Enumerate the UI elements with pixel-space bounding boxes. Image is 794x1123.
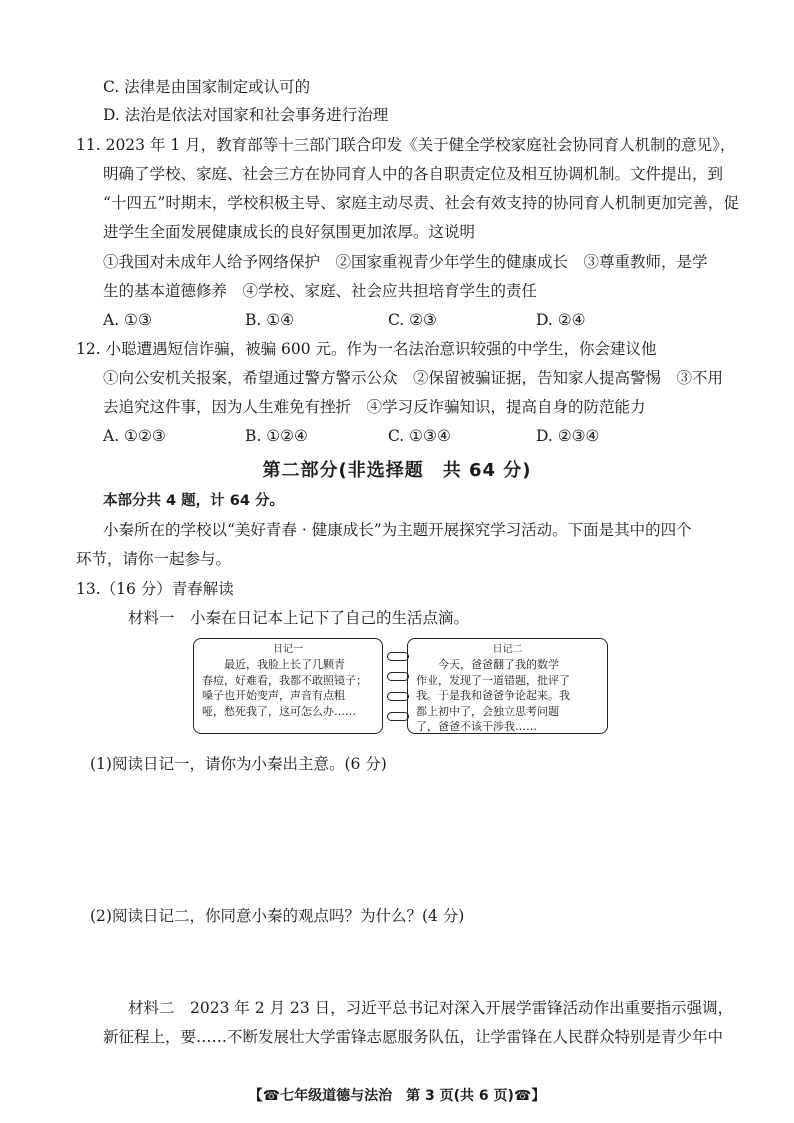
q10-option-c: C. 法律是由国家制定或认可的	[103, 78, 311, 96]
q12-items-line-2: 去追究这件事，因为人生难免有挫折 ④学习反诈骗知识，提高自身的防范能力	[103, 398, 646, 416]
q13-header: 13.（16 分）青春解读	[76, 580, 234, 598]
diary-entry-1	[193, 638, 383, 734]
diary-2-title: 日记二	[492, 644, 523, 655]
q11-items-line-1: ①我国对未成年人给予网络保护 ②国家重视青少年学生的健康成长 ③尊重教师，是学	[103, 253, 708, 271]
q11-stem-line-2: 明确了学校、家庭、社会三方在协同育人中的各自职责定位及相互协调机制。文件提出，到	[103, 165, 724, 183]
q12-option-b: B. ①②④	[245, 427, 308, 445]
diary-2-text: 今天，爸爸翻了我的数学 作业，发现了一道错题，批评了 我。于是我和爸爸争论起来。我 都上初中了，会独立思考问题 了，爸爸不该干涉我……	[416, 658, 570, 733]
part2-intro-line-2: 环节，请你一起参与。	[76, 550, 232, 568]
notebook-ring	[387, 692, 409, 701]
notebook-ring	[387, 712, 409, 721]
q11-option-b: B. ①④	[245, 311, 295, 329]
diary-1-title: 日记一	[273, 644, 303, 655]
q11-stem-line-1: 11. 2023 年 1 月，教育部等十三部门联合印发《关于健全学校家庭社会协同育人机制的意见》，	[76, 136, 736, 154]
diary-1-text: 最近，我脸上长了几颗青 春痘，好难看，我都不敢照镜子； 嗓子也开始变声，声音有点粗 哑，愁死我了，这可怎么办……	[202, 658, 367, 718]
q11-option-c: C. ②③	[388, 311, 437, 329]
diary-illustration	[193, 638, 608, 740]
q13-material-2-line-2: 新征程上，要……不断发展壮大学雷锋志愿服务队伍，让学雷锋在人民群众特别是青少年中	[103, 1028, 724, 1046]
q11-option-a: A. ①③	[103, 311, 152, 329]
q11-stem-line-3: “十四五”时期末，学校积极主导、家庭主动尽责、社会有效支持的协同育人机制更加完善，促	[103, 194, 739, 212]
q11-option-d: D. ②④	[536, 311, 586, 329]
page-footer: 【☎七年级道德与法治 第 3 页(共 6 页)☎】	[248, 1088, 546, 1104]
q12-option-a: A. ①②③	[103, 427, 166, 445]
q12-option-c: C. ①③④	[388, 427, 451, 445]
diary-entry-2	[407, 638, 608, 734]
q12-option-d: D. ②③④	[536, 427, 600, 445]
q11-options	[0, 309, 794, 331]
q10-option-d: D. 法治是依法对国家和社会事务进行治理	[103, 106, 389, 124]
q12-stem: 12. 小聪遭遇短信诈骗，被骗 600 元。作为一名法治意识较强的中学生，你会建议他	[76, 340, 657, 358]
q13-sub-question-1: (1)阅读日记一，请你为小秦出主意。(6 分)	[90, 755, 387, 773]
q13-sub-question-2: (2)阅读日记二，你同意小秦的观点吗？为什么？(4 分)	[90, 907, 465, 925]
q12-items-line-1: ①向公安机关报案，希望通过警方警示公众 ②保留被骗证据，告知家人提高警惕 ③不用	[103, 369, 724, 387]
part2-intro-line-1: 小秦所在的学校以“美好青春 · 健康成长”为主题开展探究学习活动。下面是其中的四个	[103, 521, 692, 539]
notebook-ring	[387, 652, 409, 661]
q13-material-2-line-1: 材料二 2023 年 2 月 23 日，习近平总书记对深入开展学雷锋活动作出重要指示强调，	[128, 999, 734, 1017]
part2-summary: 本部分共 4 题，计 64 分。	[103, 493, 284, 509]
part2-title: 第二部分(非选择题 共 64 分)	[262, 460, 532, 481]
q12-options	[0, 425, 794, 447]
notebook-ring	[387, 672, 409, 681]
q13-material-1: 材料一 小秦在日记本上记下了自己的生活点滴。	[128, 609, 470, 627]
q11-stem-line-4: 进学生全面发展健康成长的良好氛围更加浓厚。这说明	[103, 223, 476, 241]
q11-items-line-2: 生的基本道德修养 ④学校、家庭、社会应共担培育学生的责任	[103, 282, 538, 300]
